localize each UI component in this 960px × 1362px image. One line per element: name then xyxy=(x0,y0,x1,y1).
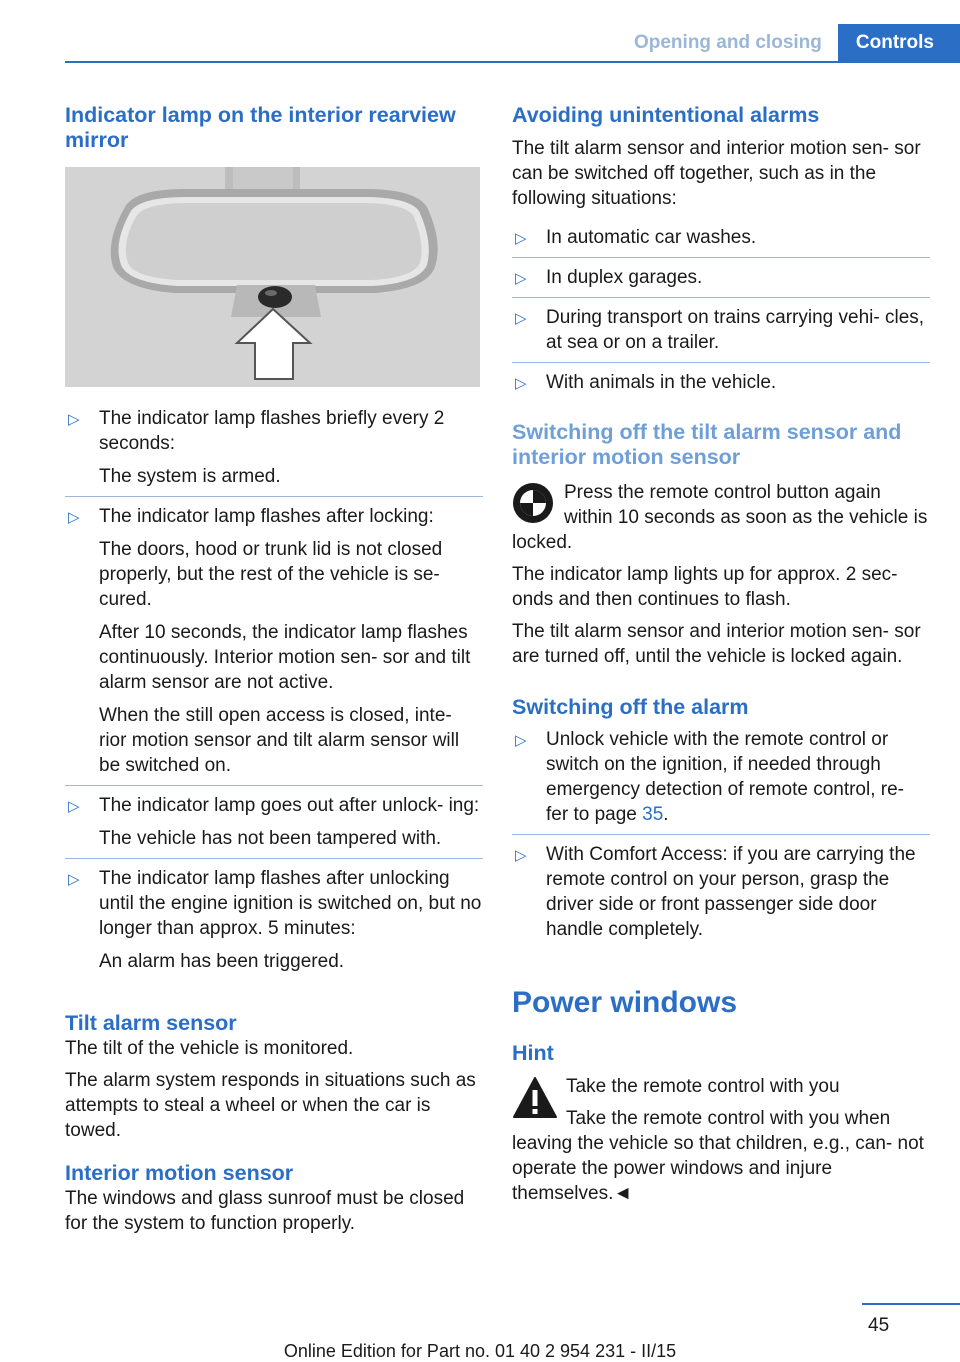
section-tab[interactable]: Opening and closing xyxy=(633,32,822,53)
list-item: ▷ In automatic car washes. xyxy=(512,218,930,258)
list-item: ▷ With Comfort Access: if you are carrying the remote control on your person, grasp the driver side or front passenger side door handle completely. xyxy=(515,844,916,940)
switch-off-alarm-list xyxy=(512,720,930,949)
list-item: ▷ The indicator lamp flashes after locking: The doors, hood or trunk lid is not closed properly, but the rest of the vehicle is se‐ cured. After 10 seconds, the indicator lamp flashes continuously. Interior motion sen‐ sor and tilt alarm sensor are not active. When the still open access is closed, inte‐ rior motion sensor and tilt alarm sensor will be switched on. xyxy=(65,497,483,786)
edition-footer: Online Edition for Part no. 01 40 2 954 231 - II/15 xyxy=(283,1341,677,1361)
triangle-bullet-icon: ▷ xyxy=(515,230,527,247)
mirror-illustration-svg xyxy=(65,167,480,387)
heading-indicator-lamp: Indicator lamp on the interior rearview mirror xyxy=(65,103,456,152)
heading-power-windows: Power windows xyxy=(512,986,738,1019)
triangle-bullet-icon: ▷ xyxy=(68,871,80,888)
header-tabs xyxy=(618,24,960,62)
heading-switching-off-alarm: Switching off the alarm xyxy=(512,695,749,719)
header-rule xyxy=(65,61,960,63)
triangle-bullet-icon: ▷ xyxy=(515,310,527,327)
indicator-lamp-list xyxy=(65,399,483,981)
triangle-bullet-icon: ▷ xyxy=(515,270,527,287)
chapter-tab[interactable]: Controls xyxy=(838,24,960,62)
left-column: Indicator lamp on the interior rearview mirror ▷ The indicator lamp flashes briefly every 2 seconds: The system is armed. ▷ The indicator lamp flashes after locking: The doors, hood or trunk lid is not closed properly, but the rest of the vehicle is se‐ cured. After 10 seconds, the indicator lamp flashes continuously. Interior motion sen‐ sor and tilt alarm sensor are not active. When the still open access is closed, inte‐ rior motion sensor and tilt alarm sensor will be switched on. ▷ The indicator lamp goes out after unlock‐ ing: The vehicle has not been tampered with. ▷ The indicator lamp flashes after unlocking until the engine ignition is switched on, but no longer than approx. 5 minutes: An alarm has been triggered. Tilt alarm sensor The tilt of the vehicle is monitored. The alarm system responds in situations such as attempts to steal a wheel or when the car is towed. Interior motion sensor The windows and glass sunroof must be closed for the system to function properly. xyxy=(65,103,482,1234)
list-item: ▷ The indicator lamp flashes after unlocking until the engine ignition is switched on, but no longer than approx. 5 minutes: An alarm has been triggered. xyxy=(68,868,482,972)
triangle-bullet-icon: ▷ xyxy=(515,732,527,749)
triangle-bullet-icon: ▷ xyxy=(515,375,527,392)
list-item: ▷ The indicator lamp flashes briefly every 2 seconds: The system is armed. xyxy=(65,399,483,497)
page-link[interactable]: 35 xyxy=(642,804,664,825)
heading-interior-motion: Interior motion sensor xyxy=(65,1161,294,1185)
triangle-bullet-icon: ▷ xyxy=(515,847,527,864)
heading-hint: Hint xyxy=(512,1041,554,1065)
avoid-alarms-list xyxy=(512,218,930,402)
warning-triangle-icon xyxy=(512,1076,558,1120)
triangle-bullet-icon: ▷ xyxy=(68,798,80,815)
remote-instruction: Press the remote control button again within 10 seconds as soon as the vehicle is locked. xyxy=(512,482,928,553)
heading-switching-off-sensors: Switching off the tilt alarm sensor and interior motion sensor xyxy=(512,420,902,469)
warning-note: Take the remote control with you Take the remote control with you when leaving the vehicle so that children, e.g., can‐ not operate the power windows and injure themselves.◄ xyxy=(512,1076,924,1204)
list-item: ▷ The indicator lamp goes out after unlock‐ ing: The vehicle has not been tampered with. xyxy=(65,786,483,859)
bmw-logo-icon xyxy=(512,482,554,524)
page-number: 45 xyxy=(868,1315,890,1336)
list-item: ▷ During transport on trains carrying vehi‐ cles, at sea or on a trailer. xyxy=(512,298,930,363)
triangle-bullet-icon: ▷ xyxy=(68,411,80,428)
list-item: ▷ Unlock vehicle with the remote control or switch on the ignition, if needed through emergency detection of remote control, re‐ fer to page 35. xyxy=(512,720,930,835)
footer-rule xyxy=(862,1303,960,1305)
heading-avoiding-alarms: Avoiding unintentional alarms xyxy=(512,103,820,127)
heading-tilt-alarm: Tilt alarm sensor xyxy=(65,1011,237,1035)
triangle-bullet-icon: ▷ xyxy=(68,509,80,526)
right-column: Avoiding unintentional alarms The tilt alarm sensor and interior motion sen‐ sor can be switched off together, such as in the following situations: ▷ In automatic car washes. ▷ In duplex garages. ▷ During transport on trains carrying vehi‐ cles, at sea or on a trailer. ▷ With animals in the vehicle. Switching off the tilt alarm sensor and interior motion sensor Press the remote control button again within 10 seconds as soon as the vehicle is locked. The indicator lamp lights up for approx. 2 sec‐ onds and then continues to flash. The tilt alarm sensor and interior motion sen‐ sor are turned off, until the vehicle is locked again. Switching off the alarm ▷ Unlock vehicle with the remote control or switch on the ignition, if needed through emergency detection of remote control, re‐ fer to page 35. ▷ With Comfort Access: if you are carrying the remote control on your person, grasp the driver side or front passenger side door handle completely. Power windows Hint Take the remote control with you Take the remote control with you when leaving the vehicle so that children, e.g., can‐ not operate the power windows and injure themselves.◄ xyxy=(512,103,930,1213)
list-item: ▷ In duplex garages. xyxy=(512,258,930,298)
list-item: ▷ With animals in the vehicle. xyxy=(512,363,930,402)
mirror-illustration xyxy=(65,167,480,387)
